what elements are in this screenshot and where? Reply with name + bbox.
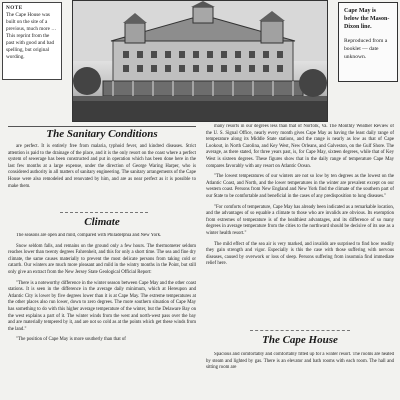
paragraph: are perfect. It is entirely free from malaria, typhoid fever, and kindred diseases. Strict attention is paid to the drainage of the place, and it is the only resort on the coast where a perfect system of sewerage has been constructed and put in operation which has been done here in the last few months at a large expense, under the direction of George Waring Harper, who is considered authority in all matters of sanitary engineering. The sanitary arrangements of the Cape House were also remodeled and renovated by him, and are as near perfect as it is possible to make them. bbox=[8, 144, 196, 189]
heading-cape-house: The Cape House bbox=[262, 334, 338, 346]
paragraph: "The position of Cape May is more southerly than that of bbox=[16, 337, 126, 343]
note-box bbox=[2, 2, 62, 80]
section-divider bbox=[250, 330, 350, 331]
paragraph: The seasons are open and mild, compared with Philadelphia and New York. bbox=[16, 233, 162, 238]
cape-house-text bbox=[206, 352, 394, 400]
paragraph: Snow seldom falls, and remains on the ground only a few hours. The thermometer seldom reaches lower than twenty degrees Fahrenheit, and this for only a short time. The sea and fine dry climate, the same causes materially to prevent the most delicate persons from taking cold or catarrh. Our winters are much more pleasant and mild in the wintry months in the Point, but still only give an extract from the New Jersey State Geological Official Report: bbox=[8, 243, 196, 275]
section-divider bbox=[60, 212, 148, 213]
paragraph: "There is a noteworthy difference in the winter season between Cape May and the other coast stations. It is seen in the difference in the average daily minimum, which at Hereupon and Atlantic City is lower by five degrees lower than it is at Cape May. The extreme temperatures at the other places also run lower, down to zero degrees. The more southern situation of Cape May has something to do with this higher average temperature of the winter, but the Delaware Bay on the west explains a part of it. The winter winds from the west and north-west pass over the bay and are materially tempered by it, and are not so cold as at the points which get these winds from the land." bbox=[8, 280, 196, 332]
paragraph: many resorts in our degrees less than that of Norfolk, Va. The Monthly Weather Review of the U. S. Signal Office, nearly every month gives Cape May as having the least daily range of temperature along its Middle State stations, and the range is nearly as low as that of Cape Lookout, in North Carolina, and Key West, New Orleans, and Galveston, on the Gulf Shore. The average, as there stated, for three years past, is, for Cape May, sixteen degrees, while that of Key West is sixteen degrees. These figures show that in the daily range of temperature Cape May compares favorably with any resort on Atlantic Ocean. bbox=[206, 124, 394, 169]
heading-climate: Climate bbox=[84, 216, 120, 228]
climate-text bbox=[8, 233, 196, 400]
paragraph: "The lowest temperatures of our winters are not so low by ten degrees as the lowest on the Atlantic Coast, and North, and the lower temperatures in the winter are prevalent except on our western coast. Persons from New England and New York find the climate of the southern part of our State to be comfortable and beneficial in the cases of any predisposition to lung diseases." bbox=[206, 174, 394, 199]
sidebox-bottom-text: Reproduced from a booklet — date unknown. bbox=[344, 38, 388, 60]
cape-house-photo bbox=[72, 0, 328, 122]
note-title: NOTE bbox=[6, 5, 23, 11]
paragraph: The mild effect of the sea air is very marked, and invalids are surprised to find how readily they gain strength and vigor. Especially is this the case with those suffering with nervous diseases, caused by overwork or loss of sleep. Persons suffering from insomnia find immediate relief here. bbox=[206, 241, 394, 267]
section-rule bbox=[8, 126, 196, 127]
sanitary-text bbox=[8, 144, 196, 194]
paragraph: "For comforts of temperature, Cape May has already been indicated as a remarkable location, and the advantages of so equable a climate to those who are invalids are obvious. Its exemption from extremes of temperature is of the healthiest advantages, and its difference of so many degrees in average temperature from the cities to the northward should be decisive of its use as a winter health resort." bbox=[206, 204, 394, 236]
paragraph: Spacious and comfortably and comfortably fitted up for a winter resort. The rooms are heated by steam and lighted by gas. There is an elevator and bath rooms with each room. The hall and sitting room are bbox=[206, 352, 394, 371]
info-sidebox bbox=[338, 2, 398, 82]
sidebox-top-text: Cape May is below the Mason-Dixon line. bbox=[344, 8, 390, 30]
right-column-text bbox=[206, 124, 394, 326]
hotel-illustration bbox=[73, 1, 327, 121]
note-body: The Cape House was built on the site of a previous, much more … This reprint from the past with good and bad spelling, but original wording. bbox=[6, 12, 57, 60]
heading-sanitary: The Sanitary Conditions bbox=[46, 128, 158, 140]
